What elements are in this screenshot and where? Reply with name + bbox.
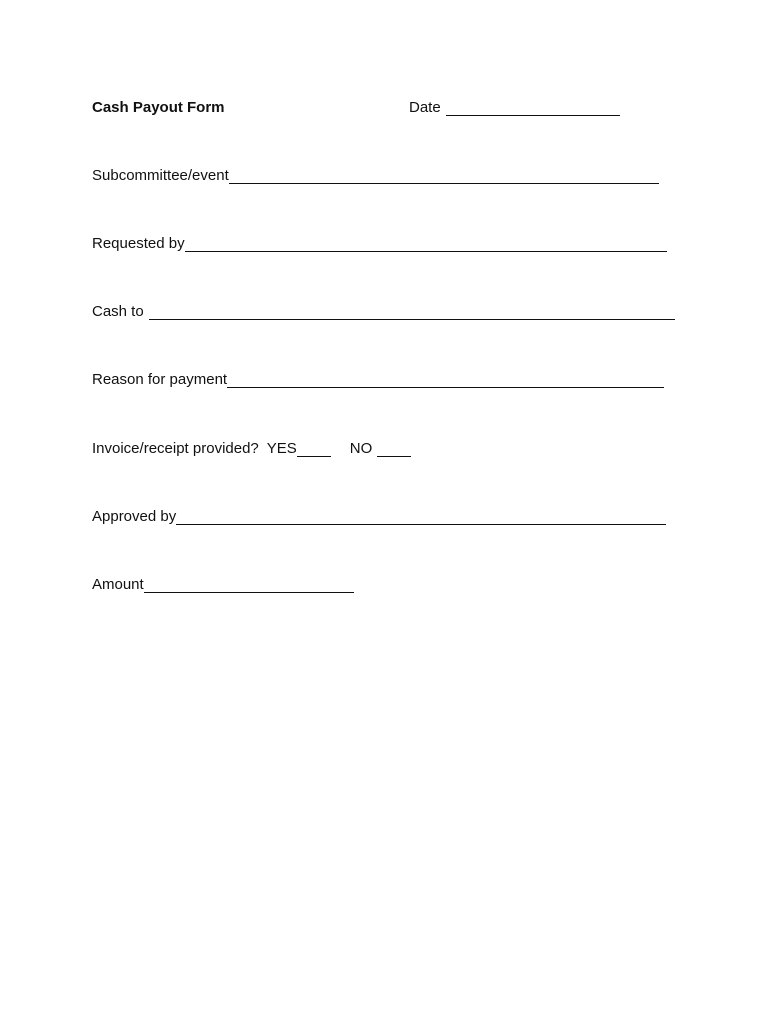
- yes-field-line[interactable]: [297, 439, 331, 457]
- no-field-line[interactable]: [377, 439, 411, 457]
- approved-by-row: [92, 504, 666, 526]
- subcommittee-label: Subcommittee/event: [92, 167, 229, 184]
- requested-by-row: [92, 231, 667, 253]
- approved-by-label: Approved by: [92, 508, 177, 525]
- date-row: [409, 95, 620, 117]
- requested-by-field-line[interactable]: [185, 234, 667, 252]
- invoice-row: [92, 436, 411, 458]
- cash-to-field-line[interactable]: [149, 302, 675, 320]
- invoice-label: Invoice/receipt provided?: [92, 440, 259, 457]
- approved-by-field-line[interactable]: [176, 507, 666, 525]
- yes-label: YES: [266, 440, 297, 457]
- no-label: NO: [349, 440, 373, 457]
- cash-to-row: [92, 299, 675, 321]
- amount-row: [92, 572, 354, 594]
- reason-row: [92, 367, 664, 389]
- subcommittee-field-line[interactable]: [229, 166, 659, 184]
- amount-label: Amount: [92, 576, 144, 593]
- reason-field-line[interactable]: [227, 370, 664, 388]
- date-field-line[interactable]: [446, 98, 620, 116]
- requested-by-label: Requested by: [92, 235, 185, 252]
- form-title: Cash Payout Form: [92, 99, 225, 116]
- header-row: [92, 95, 225, 117]
- amount-field-line[interactable]: [144, 575, 354, 593]
- reason-label: Reason for payment: [92, 371, 228, 388]
- cash-to-label: Cash to: [92, 303, 144, 320]
- subcommittee-row: [92, 163, 659, 185]
- date-label: Date: [409, 99, 441, 116]
